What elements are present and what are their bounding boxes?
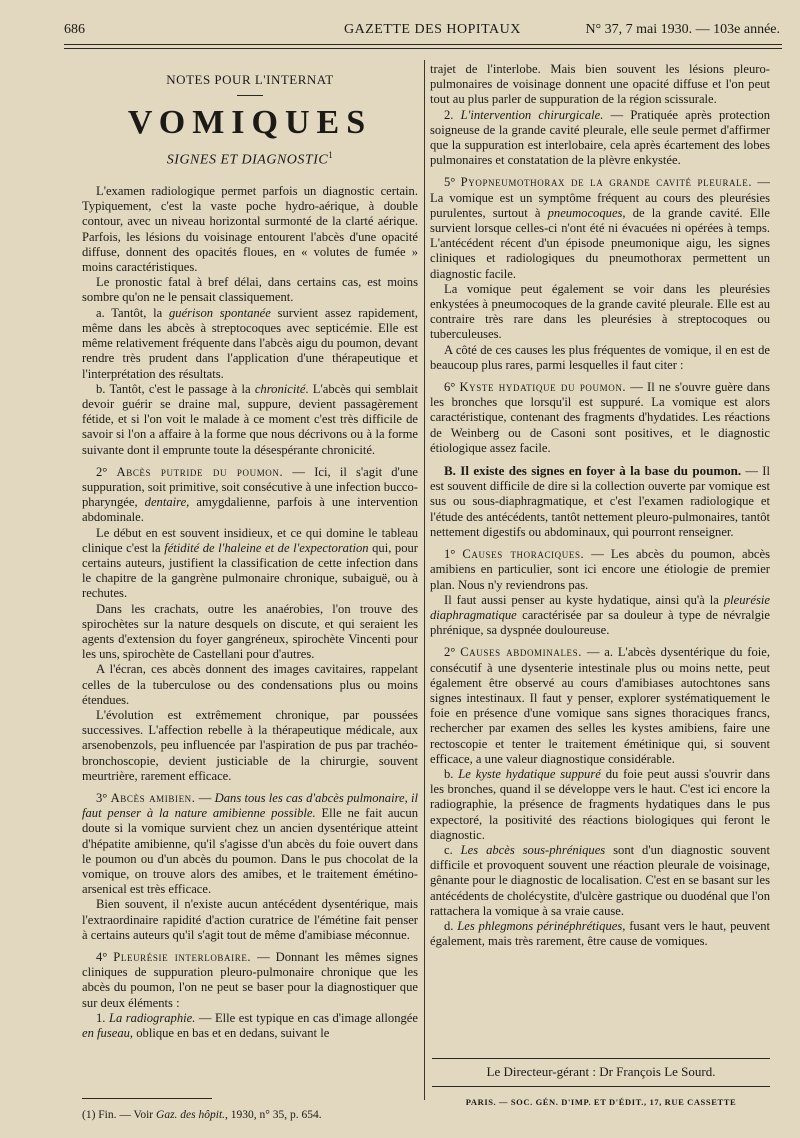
- text-run: Elle ne fait aucun doute si la vomique survient chez un ancien dysentérique atteint d'hépatite amibienne, qu'il s'agisse d'un abcès du foie ouvert dans le poumon ou d'un abcès du poumon. Dans le pus chocolat de la vomique, on trouve alors des amibes, et le traitement émétino-arsenical est très efficace.: [82, 806, 418, 897]
- footnote-rule: [82, 1098, 212, 1099]
- section-number: 5°: [444, 175, 461, 190]
- section-number: 2°: [96, 464, 117, 479]
- paragraph: A l'écran, ces abcès donnent des images cavitaires, rappelant celles de la tuberculose ou des condensations plus ou moins étendues.: [82, 662, 418, 707]
- section-paragraph: [82, 950, 418, 1011]
- text-run: . L'abcès qui semblait devoir guérir se draine mal, suppure, devient passagèrement fétide, et si l'on voit le malade à ce moment c'est très difficile de savoir si l'on a affaire à la forme que nous décrivons ou à la forme suivante dont il emprunte toute la désespérante chronicité.: [82, 381, 418, 457]
- section-heading: Causes abdominales.: [460, 645, 582, 660]
- paragraph: A côté de ces causes les plus fréquentes de vomique, il en est de beaucoup plus rares, parmi lesquelles il faut citer :: [430, 342, 770, 372]
- text-run: —: [195, 790, 215, 805]
- section-heading: Abcès putride du poumon.: [116, 464, 284, 479]
- text-run: — La vomique est un symptôme fréquent au cours des pleurésies purulentes, surtout à: [430, 175, 770, 220]
- text-run: oblique en bas et en dedans, suivant le: [133, 1026, 330, 1041]
- paragraph: [430, 108, 770, 169]
- italic-run: pleurésie diaphragmatique: [430, 592, 770, 622]
- section-number: 1°: [444, 547, 463, 562]
- text-run: — Elle est typique en cas d'image allongée: [195, 1010, 418, 1025]
- journal-title: GAZETTE DES HOPITAUX: [344, 22, 521, 37]
- text-run: survient assez rapidement, même dans les abcès à streptocoques avec septicémie. Elle est même relativement fréquente dans l'abcès aigu du poumon, devant rendre très prudent dans l'application d'une thérapeutique et l'interprétation des résultats.: [82, 305, 419, 381]
- text-run: de la grande cavité. Elle survient lorsque celles-ci n'ont été ni évacuées ni opérées à temps. L'antécédent récent d'un épisode pneumonique aigu, les signes cliniques et radiologiques du pneumothorax permettent un diagnostic facile.: [430, 205, 770, 281]
- italic-run: pneumocoques,: [547, 205, 626, 220]
- right-column: [430, 62, 770, 949]
- section-kicker: NOTES POUR L'INTERNAT: [166, 72, 334, 87]
- article-title: VOMIQUES: [127, 104, 373, 142]
- header-rule-thin: [64, 48, 782, 49]
- text-run: Le début en est souvent insidieux, et ce qui domine le tableau clinique c'est la: [82, 525, 418, 555]
- text-run: c.: [444, 842, 461, 857]
- text-run: amygdalienne, parfois à une intervention abdominale.: [82, 495, 418, 525]
- italic-run: Gaz. des hôpit.: [156, 1109, 226, 1121]
- section-heading: Causes thoraciques.: [462, 547, 585, 562]
- end-rule: [432, 1058, 770, 1059]
- page-header: [64, 22, 780, 42]
- text-run: Il faut aussi penser au kyste hydatique, ainsi qu'à la: [444, 592, 724, 607]
- section-heading: Pyopneumothorax de la grande cavité pleurale.: [460, 175, 753, 190]
- italic-run: Le kyste hydatique suppuré: [458, 766, 601, 781]
- paragraph: L'examen radiologique permet parfois un diagnostic certain. Typiquement, c'est la vaste poche hydro-aérique, à double contour, avec un niveau horizontal surmonté de la clarté aérique. Parfois, les lésions du voisinage entourent l'abcès d'une opacité diffuse, donnent des opacités floues, en « volutes de fumée » moins caractéristiques.: [82, 184, 418, 275]
- section-paragraph: [82, 465, 418, 526]
- director-line: Le Directeur-gérant : Dr François Le Sourd.: [486, 1064, 716, 1079]
- section-paragraph: [430, 175, 770, 281]
- section-number: 4°: [96, 950, 114, 965]
- paragraph: [82, 382, 418, 458]
- paragraph: Dans les crachats, outre les anaérobies, l'on trouve des spirochètes sur la nature desquels on discute, et qui seraient les agents d'extension du foyer gangréneux, spirochète Vincenti pour les uns, spirochète de Castellani pour d'autres.: [82, 601, 418, 662]
- italic-run: Les abcès sous-phréniques: [460, 842, 606, 857]
- section-number: 2°: [444, 645, 461, 660]
- italic-run: chronicité: [254, 381, 306, 396]
- paragraph: trajet de l'interlobe. Mais bien souvent les lésions pleuro-pulmonaires de voisinage donnent une opacité diffuse et l'on peut tout au plus parler de suppuration de la région scissurale.: [430, 62, 770, 107]
- italic-run: fétidité de l'haleine et de l'expectoration: [164, 540, 369, 555]
- text-run: , 1930, n° 35, p. 654.: [225, 1109, 322, 1121]
- text-run: b. Tantôt, c'est le passage à la: [96, 381, 255, 396]
- italic-run: Dans tous les cas d'abcès pulmonaire, il faut penser à la nature amibienne possible.: [82, 790, 419, 821]
- paragraph: [430, 843, 770, 919]
- printer-line: PARIS. — SOC. GÉN. D'IMP. ET D'ÉDIT., 17, RUE CASSETTE: [465, 1097, 737, 1107]
- header-rule: [64, 44, 782, 45]
- section-paragraph: [430, 547, 770, 593]
- italic-run: La radiographie.: [108, 1010, 196, 1025]
- section-heading: B. Il existe des signes en foyer à la base du poumon.: [444, 463, 742, 479]
- section-paragraph: [430, 645, 770, 767]
- text-run: caractérisée par sa douleur à type de névralgie phrénique, sa dyspnée douloureuse.: [430, 607, 770, 638]
- subtitle-text: SIGNES ET DIAGNOSTIC: [166, 152, 329, 168]
- text-run: d.: [444, 918, 458, 933]
- text-run: qui, pour certains auteurs, justifient la classification de cette infection dans le chapitre de la gangrène pulmonaire chronique, subaiguë, ou à rechutes.: [82, 540, 418, 601]
- text-run: 1.: [96, 1010, 109, 1025]
- italic-run: en fuseau,: [82, 1026, 134, 1041]
- section-paragraph: [430, 380, 770, 456]
- text-run: — Ici, il s'agit d'une suppuration, soit primitive, soit consécutive à une infection bucco-pharyngée,: [82, 464, 419, 510]
- text-run: (1) Fin. — Voir: [82, 1109, 157, 1121]
- paragraph: [82, 306, 418, 382]
- article-subtitle: [82, 148, 418, 168]
- text-run: — a. L'abcès dysentérique du foie, consécutif à une dysenterie intestinale plus ou moins nette, peut également être observé au cours d'amibiases autochtones sans signes intestinaux. Il faut y penser, explorer systématiquement le foie en présence d'une vomique sans signes thoraciques francs, rechercher par examen des selles les kystes amibiens, faire une rectoscopie et tenter le traitement émétinique qui, si souvent efficace, a une valeur diagnostique considérable.: [430, 645, 771, 766]
- section-heading: Kyste hydatique du poumon.: [459, 380, 627, 395]
- paragraph: La vomique peut également se voir dans les pleurésies enkystées à pneumocoques de la grande cavité pleurale. Elle est au contraire très rare dans les pleurésies à streptocoques ou tuberculeuses.: [430, 281, 770, 342]
- paragraph: [82, 1011, 418, 1041]
- italic-run: L'intervention chirurgicale.: [460, 107, 604, 122]
- kicker-rule: [237, 95, 263, 96]
- paragraph: [430, 767, 770, 843]
- text-run: 2.: [444, 107, 461, 122]
- section-number: 3°: [96, 790, 111, 805]
- paragraph: Le pronostic fatal à bref délai, dans certains cas, est moins sombre qu'on ne le pensait classiquement.: [82, 275, 418, 305]
- text-run: b.: [444, 766, 459, 781]
- text-run: du foie peut aussi s'ouvrir dans les bronches, quand il se développe vers le haut. C'est ici encore la radiographie, la présence de fragments hydatiques dans le pus expectoré, la positivité des réactions biologiques qui feront le diagnostic.: [430, 766, 770, 842]
- section-heading: Abcès amibien.: [110, 790, 196, 805]
- end-rule-2: [432, 1086, 770, 1087]
- issue-info: N° 37, 7 mai 1930. — 103e année.: [585, 22, 780, 37]
- italic-run: dentaire,: [144, 495, 190, 510]
- text-run: — Donnant les mêmes signes cliniques de suppuration pleuro-pulmonaire chronique que les abcès du poumon, l'on ne peut se baser pour la diagnostiquer que sur deux éléments :: [82, 950, 418, 1010]
- italic-run: guérison spontanée: [168, 305, 271, 320]
- text-run: — Pratiquée après protection soigneuse de la grande cavité pleurale, elle seule permet d'affirmer que la suppuration est interlobaire, cela après écartement des lobes pulmonaires et constatation de la plèvre enkystée.: [430, 107, 771, 168]
- paragraph: Bien souvent, il n'existe aucun antécédent dysentérique, mais l'extraordinaire rapidité d'action curatrice de l'émétine fait penser à certains auteurs qu'il s'agit tout de même d'amibiase méconnue.: [82, 897, 418, 942]
- left-column: [82, 62, 418, 1041]
- text-run: fusant vers le haut, peuvent également, mais très rarement, être cause de vomiques.: [430, 918, 770, 949]
- paragraph: [430, 593, 770, 639]
- section-number: 6°: [444, 380, 460, 395]
- text-run: — Il ne s'ouvre guère dans les bronches que lorsqu'il est suppuré. La vomique est alors caractéristique, contenant des fragments d'hydatides. Les réactions de Weinberg ou de Casoni sont positives, et le diagnostic étiologique assez facile.: [430, 380, 770, 455]
- footnote-marker: 1: [328, 150, 334, 161]
- section-paragraph: [430, 463, 770, 540]
- section-paragraph: [82, 791, 418, 897]
- text-run: sont d'un diagnostic souvent difficile et provoquent souvent une réaction pleurale de voisinage, gênante pour le diagnostic de localisation. C'est en se basant sur les antécédents de cholécystite, d'ulcère gastrique ou duodénal que l'on rattachera la vomique à sa vraie cause.: [430, 842, 770, 918]
- italic-run: Les phlegmons périnéphrétiques,: [457, 918, 626, 933]
- text-run: a. Tantôt, la: [96, 305, 169, 320]
- text-run: — Il est souvent difficile de dire si la collection ouverte par vomique est sus ou sous-diaphragmatique, et c'est l'examen radiologique et l'étude des antécédents, tantôt nettement pleuro-pulmonaires, tantôt nettement digestifs ou abdominaux, qui pourront renseigner.: [430, 464, 770, 539]
- page-number: 686: [64, 22, 85, 37]
- footnote: [82, 1108, 322, 1123]
- paragraph: [430, 919, 770, 949]
- paragraph: [82, 526, 418, 602]
- text-run: — Les abcès du poumon, abcès amibiens en particulier, sont ici encore une étiologie de premier plan. Nous n'y reviendrons pas.: [430, 547, 771, 592]
- paragraph: L'évolution est extrêmement chronique, par poussées successives. L'affection rebelle à la thérapeutique médicale, aux arsenobenzols, peu influencée par l'aspiration de pus par trachéo-bronchoscopie, devient justiciable de la chirurgie, souvent meurtrière, rarement efficace.: [82, 707, 418, 783]
- section-heading: Pleurésie interlobaire.: [113, 950, 252, 965]
- column-divider: [424, 60, 425, 1100]
